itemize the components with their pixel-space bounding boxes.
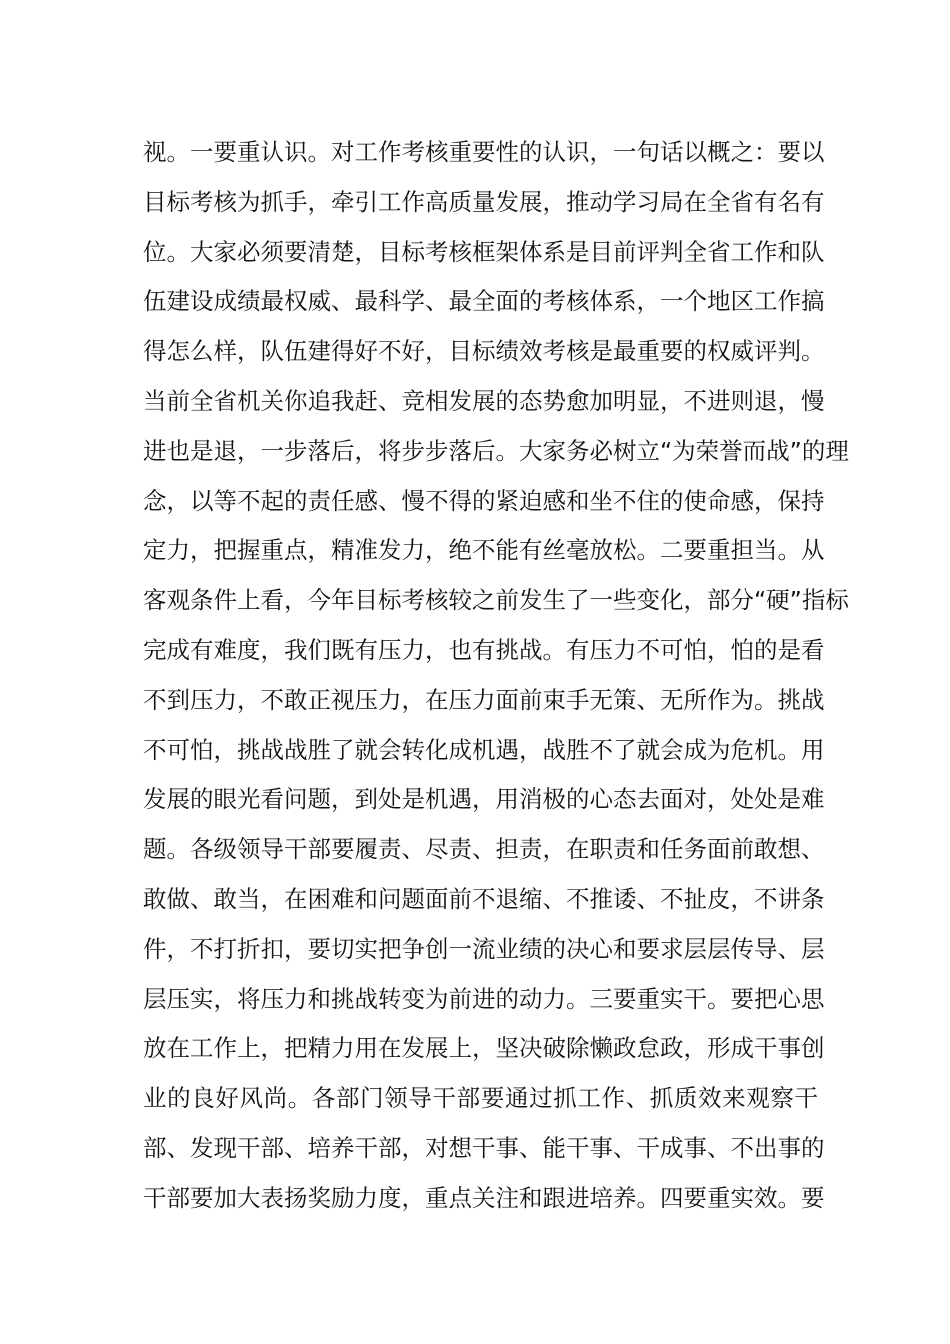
text-line: 得怎么样，队伍建得好不好，目标绩效考核是最重要的权威评判。 bbox=[143, 337, 825, 366]
text-line: 客观条件上看，今年目标考核较之前发生了一些变化，部分“硬”指标 bbox=[143, 586, 849, 615]
text-line: 目标考核为抓手，牵引工作高质量发展，推动学习局在全省有名有 bbox=[143, 187, 825, 216]
text-line: 部、发现干部、培养干部，对想干事、能干事、干成事、不出事的 bbox=[143, 1133, 825, 1162]
text-line: 不可怕，挑战战胜了就会转化成机遇，战胜不了就会成为危机。用 bbox=[143, 735, 825, 764]
text-line: 定力，把握重点，精准发力，绝不能有丝毫放松。二要重担当。从 bbox=[143, 536, 825, 565]
text-line: 敢做、敢当，在困难和问题面前不退缩、不推诿、不扯皮，不讲条 bbox=[143, 884, 825, 913]
text-line: 不到压力，不敢正视压力，在压力面前束手无策、无所作为。挑战 bbox=[143, 685, 825, 714]
text-line: 发展的眼光看问题，到处是机遇，用消极的心态去面对，处处是难 bbox=[143, 785, 825, 814]
text-line: 完成有难度，我们既有压力，也有挑战。有压力不可怕，怕的是看 bbox=[143, 635, 825, 664]
text-line: 视。一要重认识。对工作考核重要性的认识，一句话以概之：要以 bbox=[143, 138, 825, 166]
text-line: 念，以等不起的责任感、慢不得的紧迫感和坐不住的使命感，保持 bbox=[143, 486, 825, 515]
text-line: 进也是退，一步落后，将步步落后。大家务必树立“为荣誉而战”的理 bbox=[143, 436, 849, 465]
text-line: 伍建设成绩最权威、最科学、最全面的考核体系，一个地区工作搞 bbox=[143, 287, 825, 316]
text-line: 干部要加大表扬奖励力度，重点关注和跟进培养。四要重实效。要 bbox=[143, 1183, 825, 1212]
body-text bbox=[143, 128, 849, 1224]
text-line: 层压实，将压力和挑战转变为前进的动力。三要重实干。要把心思 bbox=[143, 984, 825, 1013]
text-line: 业的良好风尚。各部门领导干部要通过抓工作、抓质效来观察干 bbox=[143, 1084, 818, 1113]
text-line: 当前全省机关你追我赶、竞相发展的态势愈加明显，不进则退，慢 bbox=[143, 386, 825, 415]
text-line: 件，不打折扣，要切实把争创一流业绩的决心和要求层层传导、层 bbox=[143, 934, 825, 963]
text-line: 放在工作上，把精力用在发展上，坚决破除懒政怠政，形成干事创 bbox=[143, 1034, 825, 1063]
text-line: 位。大家必须要清楚，目标考核框架体系是目前评判全省工作和队 bbox=[143, 237, 825, 266]
text-line: 题。各级领导干部要履责、尽责、担责，在职责和任务面前敢想、 bbox=[143, 835, 825, 864]
